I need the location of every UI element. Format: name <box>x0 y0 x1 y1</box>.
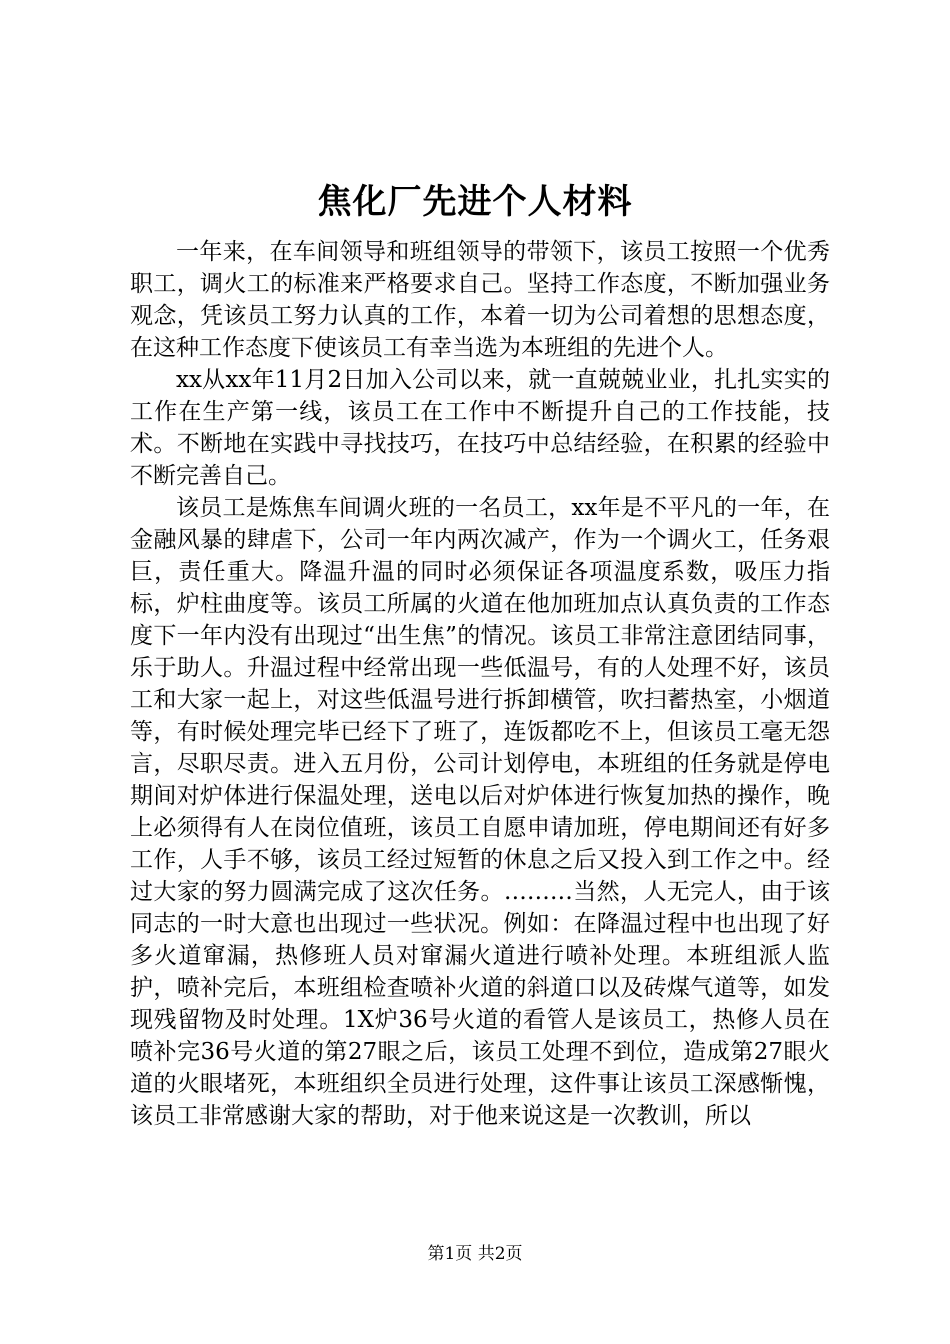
page-indicator: 第1页 共2页 <box>427 1244 523 1264</box>
page-footer <box>0 1243 950 1265</box>
paragraph-2: xx从xx年11月2日加入公司以来，就一直兢兢业业，扎扎实实的工作在生产第一线，该员工在工作中不断提升自己的工作技能，技术。不断地在实践中寻找技巧，在技巧中总结经验，在积累的经验中不断完善自己。 <box>130 367 830 489</box>
paragraph-1: 一年来，在车间领导和班组领导的带领下，该员工按照一个优秀职工，调火工的标准来严格要求自己。坚持工作态度，不断加强业务观念，凭该员工努力认真的工作，本着一切为公司着想的思想态度，在这种工作态度下使该员工有幸当选为本班组的先进个人。 <box>130 239 830 361</box>
paragraph-3: 该员工是炼焦车间调火班的一名员工，xx年是不平凡的一年，在金融风暴的肆虐下，公司一年内两次减产，作为一个调火工，任务艰巨，责任重大。降温升温的同时必须保证各项温度系数，吸压力指标，炉柱曲度等。该员工所属的火道在他加班加点认真负责的工作态度下一年内没有出现过“出生焦”的情况。该员工非常注意团结同事，乐于助人。升温过程中经常出现一些低温号，有的人处理不好，该员工和大家一起上，对这些低温号进行拆卸横管，吹扫蓄热室，小烟道等，有时候处理完毕已经下了班了，连饭都吃不上，但该员工毫无怨言，尽职尽责。进入五月份，公司计划停电，本班组的任务就是停电期间对炉体进行保温处理，送电以后对炉体进行恢复加热的操作，晚上必须得有人在岗位值班，该员工自愿申请加班，停电期间还有好多工作，人手不够，该员工经过短暂的休息之后又投入到工作之中。经过大家的努力圆满完成了这次任务。………当然，人无完人，由于该同志的一时大意也出现过一些状况。例如：在降温过程中也出现了好多火道窜漏，热修班人员对窜漏火道进行喷补处理。本班组派人监护，喷补完后，本班组检查喷补火道的斜道口以及砖煤气道等，如发现残留物及时处理。1X炉36号火道的看管人是该员工，热修人员在喷补完36号火道的第27眼之后，该员工处理不到位，造成第27眼火道的火眼堵死，本班组织全员进行处理，这件事让该员工深感惭愧，该员工非常感谢大家的帮助，对于他来说这是一次教训，所以 <box>130 495 830 1129</box>
document-body <box>130 236 830 1132</box>
document-title: 焦化厂先进个人材料 <box>317 182 633 222</box>
